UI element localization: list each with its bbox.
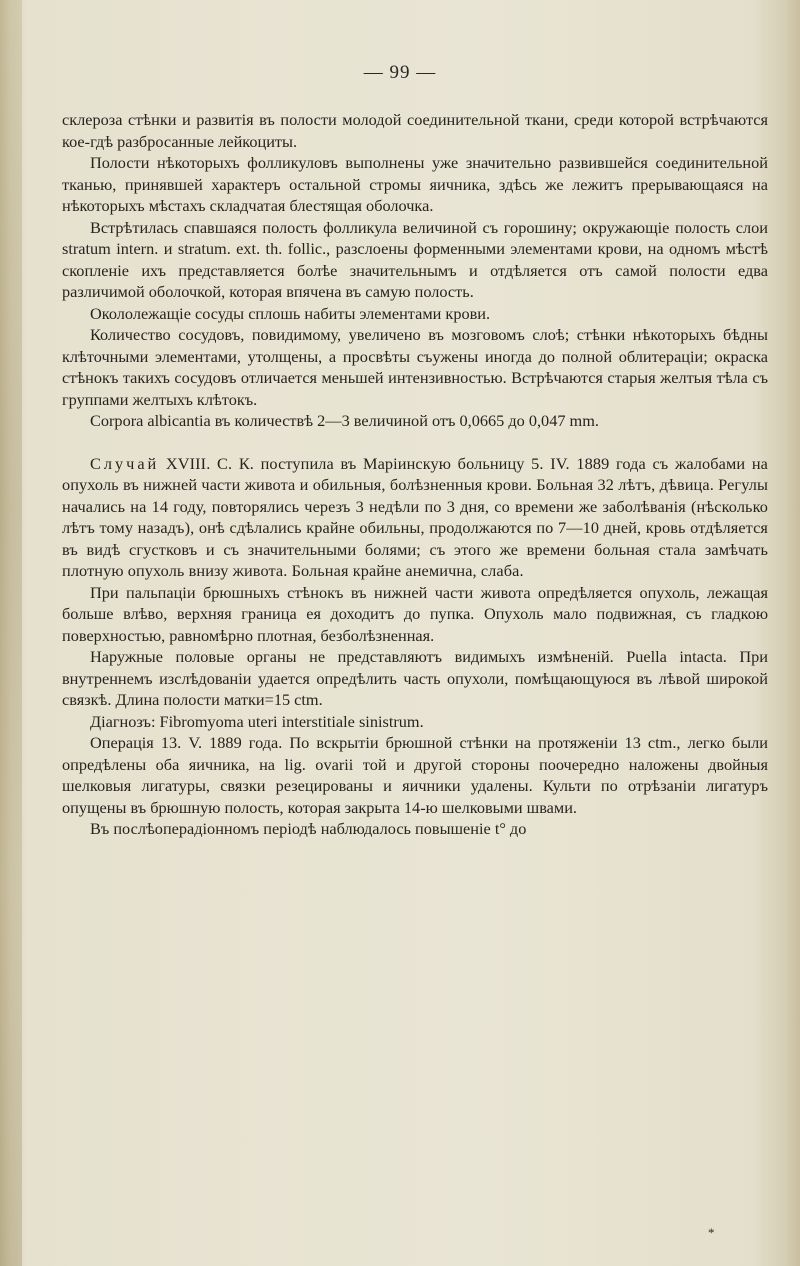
paragraph: Операція 13. V. 1889 года. По вскрытіи брюшной стѣнки на протяженіи 13 ctm., легко были опредѣлены оба яичника, на lig. ovarii той и другой стороны поочередно наложены двойныя шелковыя лигатуры, связки резецированы и яичники удалены. Культи по отрѣзаніи лигатуръ опущены въ брюшную полость, которая закрыта 14-ю шелковыми швами. xyxy=(62,733,768,817)
page-number: — 99 — xyxy=(363,62,437,83)
paragraph: Corpora albicantia въ количествѣ 2—3 величиной отъ 0,0665 до 0,047 mm. xyxy=(90,411,599,430)
paragraph: Встрѣтилась спавшаяся полость фолликула величиной съ горошину; окружающіе полость слои stratum intern. и stratum. ext. th. follic., разслоены форменными элементами крови, на одномъ мѣстѣ скопленіе ихъ представляется болѣе значительнымъ и отдѣляется отъ самой полости едва различимой оболочкой, которая впячена въ самую полость. xyxy=(62,217,768,301)
paragraph: склероза стѣнки и развитія въ полости молодой соединительной ткани, среди которой встрѣчаются кое-гдѣ разбросанные лейкоциты. xyxy=(62,110,768,151)
footnote-mark: * xyxy=(708,1225,715,1240)
paragraph: Въ послѣоперадіонномъ періодѣ наблюдалось повышеніе t° до xyxy=(90,819,527,838)
paragraph: Количество сосудовъ, повидимому, увеличено въ мозговомъ слоѣ; стѣнки нѣкоторыхъ бѣдны клѣточными элементами, утолщены, а просвѣты съужены иногда до полной облитераціи; окраска стѣнокъ такихъ сосудовъ отличается меньшей интензивностью. Встрѣчаются старыя желтыя тѣла съ группами желтыхъ клѣтокъ. xyxy=(62,325,768,409)
paragraph: Полости нѣкоторыхъ фолликуловъ выполнены уже значительно развившейся соединительной тканью, принявшей характеръ остальной стромы яичника, здѣсь же лежитъ прерывающаяся на нѣкоторыхъ мѣстахъ складчатая блестящая оболочка. xyxy=(62,153,768,215)
paragraph: Наружные половые органы не представляютъ видимыхъ измѣненій. Puella intacta. При внутреннемъ изслѣдованіи удается опредѣлить часть опухоли, помѣщающуюся въ лѣвой широкой связкѣ. Длина полости матки=15 ctm. xyxy=(62,647,768,709)
body-text xyxy=(62,109,768,840)
page-right-edge xyxy=(786,0,800,1266)
case-paragraph xyxy=(62,453,768,582)
paragraph: Окололежащіе сосуды сплошь набиты элементами крови. xyxy=(90,303,491,323)
case-text: XVIII. С. К. поступила въ Маріинскую больницу 5. IV. 1889 года съ жалобами на опухоль въ нижней части живота и обильныя, болѣзненныя крови. Больная 32 лѣтъ, дѣвица. Регулы начались на 14 году, повторялись черезъ 3 недѣли по 3 дня, со времени же заболѣванія (нѣсколько лѣтъ тому назадъ), онѣ сдѣлались крайне обильны, продолжаются по 7—10 дней, кровь отдѣляется въ видѣ сгустковъ и съ значительными болями; съ этого же времени больная стала замѣчать плотную опухоль внизу живота. Больная крайне анемична, слаба. xyxy=(62,453,768,580)
paragraph: Діагнозъ: Fibromyoma uteri interstitiale sinistrum. xyxy=(90,711,424,731)
paragraph: При пальпаціи брюшныхъ стѣнокъ въ нижней части живота опредѣляется опухоль, лежащая больше влѣво, верхняя граница ея доходитъ до пупка. Опухоль мало подвижная, съ гладкою поверхностью, равномѣрно плотная, безболѣзненная. xyxy=(62,582,768,645)
page-edge-stain xyxy=(0,0,22,1266)
case-label: Случай xyxy=(90,453,160,473)
